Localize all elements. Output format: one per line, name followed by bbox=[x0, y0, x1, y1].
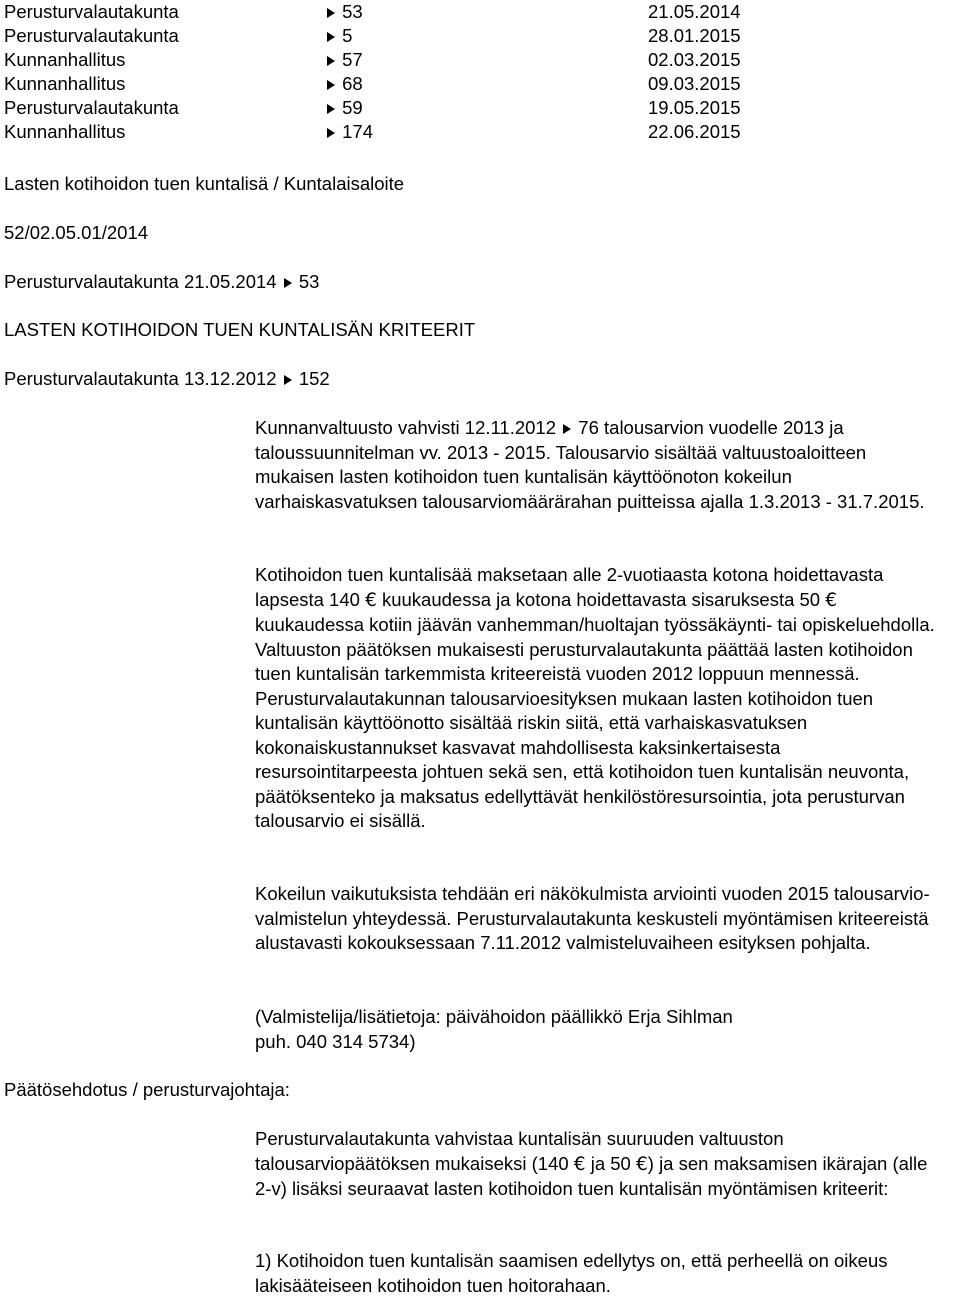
history-date: 22.06.2015 bbox=[648, 121, 741, 142]
euro-icon: € bbox=[825, 589, 838, 611]
history-number: 68 bbox=[325, 72, 363, 96]
history-org: Perusturvalautakunta bbox=[4, 1, 179, 22]
paragraph-criteria-1: 1) Kotihoidon tuen kuntalisän saamisen edellytys on, että perheellä on oikeus lakisääteiseen kotihoidon tuen hoitorahaan. bbox=[255, 1250, 888, 1296]
history-date: 28.01.2015 bbox=[648, 25, 741, 46]
history-number: 174 bbox=[325, 120, 373, 144]
history-org: Kunnanhallitus bbox=[4, 121, 126, 142]
meeting-reference: Perusturvalautakunta 21.05.2014 53 bbox=[4, 271, 320, 292]
arrow-right-icon bbox=[284, 375, 292, 385]
euro-icon: € bbox=[635, 1153, 648, 1175]
history-date: 09.03.2015 bbox=[648, 73, 741, 94]
arrow-right-icon bbox=[284, 278, 292, 288]
arrow-right-icon bbox=[563, 424, 571, 434]
arrow-right-icon bbox=[327, 32, 335, 42]
history-org: Kunnanhallitus bbox=[4, 49, 126, 70]
euro-icon: € bbox=[573, 1153, 586, 1175]
paragraph-proposal: Perusturvalautakunta vahvistaa kuntalisän suuruuden valtuuston talousarviopäätöksen mukaiseksi (140 € ja 50 €) ja sen maksamisen ikärajan (alle 2-v) lisäksi seuraavat lasten kotihoidon tuen kuntalisän myöntämisen kriteerit: bbox=[255, 1128, 928, 1199]
paragraph-evaluation: Kokeilun vaikutuksista tehdään eri näkökulmista arviointi vuoden 2015 talousarvio- valmistelun yhteydessä. Perusturvalautakunta keskusteli myöntämisen kriteereistä alustavasti kokouksessaan 7.11.2012 valmisteluvaiheen esityksen pohjalta. bbox=[255, 883, 930, 953]
history-number: 5 bbox=[325, 24, 352, 48]
topic-title: Lasten kotihoidon tuen kuntalisä / Kuntalaisaloite bbox=[4, 173, 405, 194]
arrow-right-icon bbox=[327, 128, 335, 138]
section-subtitle: LASTEN KOTIHOIDON TUEN KUNTALISÄN KRITEERIT bbox=[4, 319, 476, 340]
arrow-right-icon bbox=[327, 8, 335, 18]
paragraph-budget: Kunnanvaltuusto vahvisti 12.11.2012 76 talousarvion vuodelle 2013 ja taloussuunnitelman vv. 2013 - 2015. Talousarvio sisältää valtuustoaloitteen mukaisen lasten kotihoidon tuen kuntalisän käyttöönoton kokeilun varhaiskasvatuksen talousarviomäärärahan puitteissa ajalla 1.3.2013 - 31.7.2015. bbox=[255, 417, 925, 512]
paragraph-supplement: Kotihoidon tuen kuntalisää maksetaan alle 2-vuotiaasta kotona hoidettavasta lapsesta 140 € kuukaudessa ja kotona hoidettavasta sisaruksesta 50 € kuukaudessa kotiin jäävän vanhemman/huoltajan työssäkäynti- tai opiskeluehdolla. Valtuuston päätöksen mukaisesti perusturvalautakunta päättää lasten kotihoidon tuen kuntalisän tarkemmista kriteereistä vuoden 2012 loppuun mennessä. Perusturvalautakunnan talousarvioesityksen mukaan lasten kotihoidon tuen kuntalisän käyttöönotto sisältää riskin siitä, että varhaiskasvatuksen kokonaiskustannukset kasvavat mahdollisesta kaksinkertaisesta resursointitarpeesta johtuen sekä sen, että kotihoidon tuen kuntalisän neuvonta, päätöksenteko ja maksatus edellyttävät henkilöstöresursointia, jota perusturvan talousarvio ei sisällä. bbox=[255, 564, 935, 831]
history-date: 19.05.2015 bbox=[648, 97, 741, 118]
history-number: 53 bbox=[325, 0, 363, 24]
meeting-reference: Perusturvalautakunta 13.12.2012 152 bbox=[4, 368, 330, 389]
arrow-right-icon bbox=[327, 104, 335, 114]
paragraph-contact: (Valmistelija/lisätietoja: päivähoidon päällikkö Erja Sihlman puh. 040 314 5734) bbox=[255, 1006, 733, 1052]
proposal-label: Päätösehdotus / perusturvajohtaja: bbox=[4, 1079, 290, 1100]
history-date: 02.03.2015 bbox=[648, 49, 741, 70]
history-number: 57 bbox=[325, 48, 363, 72]
history-number: 59 bbox=[325, 96, 363, 120]
euro-icon: € bbox=[365, 589, 377, 611]
history-org: Kunnanhallitus bbox=[4, 73, 126, 94]
history-org: Perusturvalautakunta bbox=[4, 25, 179, 46]
arrow-right-icon bbox=[327, 80, 335, 90]
reference-number: 52/02.05.01/2014 bbox=[4, 222, 149, 243]
history-date: 21.05.2014 bbox=[648, 1, 741, 22]
arrow-right-icon bbox=[327, 56, 335, 66]
history-org: Perusturvalautakunta bbox=[4, 97, 179, 118]
